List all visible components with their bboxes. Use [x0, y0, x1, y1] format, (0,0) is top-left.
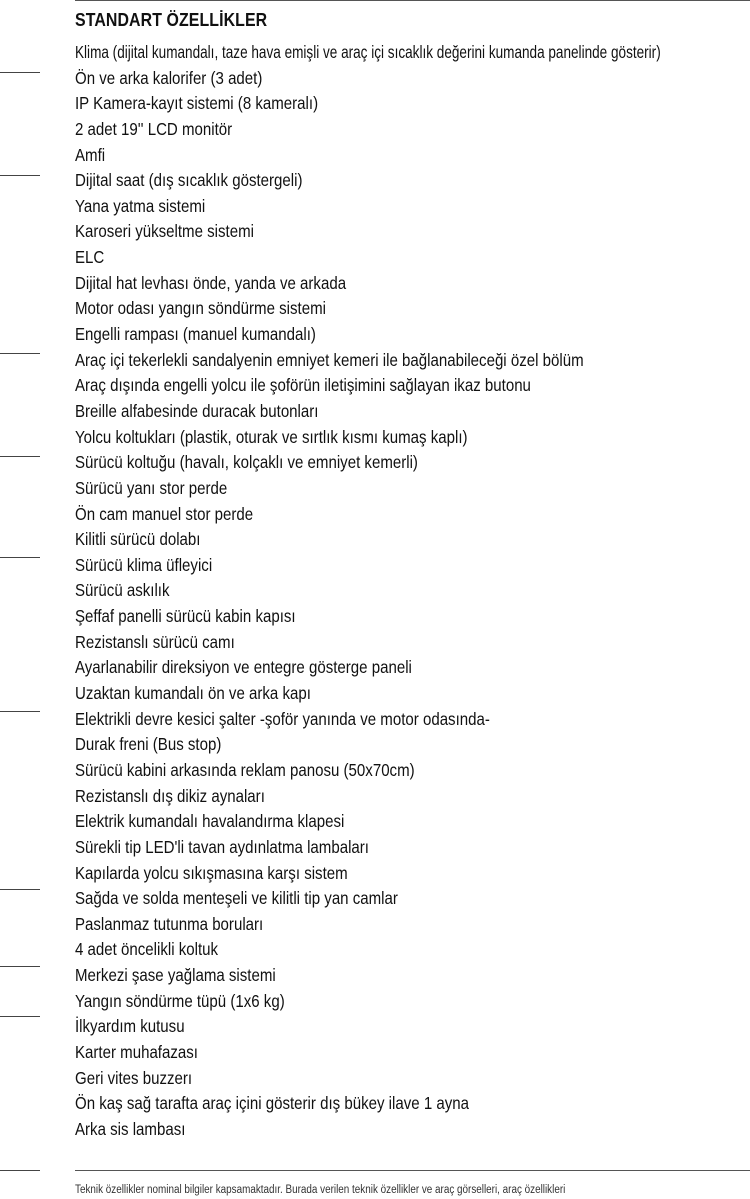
feature-item: IP Kamera-kayıt sistemi (8 kameralı): [75, 93, 319, 114]
top-rule: [75, 0, 750, 1]
feature-item: Sürücü yanı stor perde: [75, 477, 228, 498]
feature-item: Arka sis lambası: [75, 1118, 186, 1139]
feature-item: Rezistanslı dış dikiz aynaları: [75, 785, 265, 806]
feature-item: Sürekli tip LED'li tavan aydınlatma lambaları: [75, 836, 369, 857]
feature-item: Dijital saat (dış sıcaklık göstergeli): [75, 170, 303, 191]
feature-item: Merkezi şase yağlama sistemi: [75, 965, 276, 986]
feature-item: Yana yatma sistemi: [75, 195, 206, 216]
feature-item: Kilitli sürücü dolabı: [75, 529, 201, 550]
feature-item: Yolcu koltukları (plastik, oturak ve sırtlık kısmı kumaş kaplı): [75, 426, 468, 447]
feature-item: Sürücü koltuğu (havalı, kolçaklı ve emniyet kemerli): [75, 452, 418, 473]
bottom-rule: [75, 1170, 750, 1171]
feature-item: Dijital hat levhası önde, yanda ve arkada: [75, 272, 347, 293]
feature-item: 2 adet 19'' LCD monitör: [75, 118, 233, 139]
feature-item: Motor odası yangın söndürme sistemi: [75, 298, 326, 319]
margin-tick: [0, 456, 40, 457]
feature-item: Ayarlanabilir direksiyon ve entegre gösterge paneli: [75, 657, 412, 678]
feature-item: Karoseri yükseltme sistemi: [75, 221, 254, 242]
feature-item: Sürücü klima üfleyici: [75, 554, 213, 575]
feature-item: Ön kaş sağ tarafta araç içini gösterir dış bükey ilave 1 ayna: [75, 1093, 470, 1114]
margin-tick: [0, 1016, 40, 1017]
feature-item: 4 adet öncelikli koltuk: [75, 939, 219, 960]
margin-tick: [0, 889, 40, 890]
feature-item: Durak freni (Bus stop): [75, 734, 222, 755]
feature-item: ELC: [75, 247, 105, 268]
feature-item: Uzaktan kumandalı ön ve arka kapı: [75, 683, 311, 704]
feature-item: Elektrikli devre kesici şalter -şoför yanında ve motor odasında-: [75, 708, 490, 729]
feature-item: Amfi: [75, 144, 106, 165]
feature-item: Araç dışında engelli yolcu ile şoförün iletişimini sağlayan ikaz butonu: [75, 375, 531, 396]
feature-item: Ön cam manuel stor perde: [75, 503, 254, 524]
margin-tick: [0, 353, 40, 354]
feature-list: [75, 40, 750, 1143]
feature-item: Paslanmaz tutunma boruları: [75, 913, 264, 934]
footnote: Teknik özellikler nominal bilgiler kapsamaktadır. Burada verilen teknik özellikler ve araç görselleri, araç özellikleri: [75, 1184, 566, 1196]
margin-tick: [0, 175, 40, 176]
feature-item: Breille alfabesinde duracak butonları: [75, 400, 319, 421]
feature-item: Sağda ve solda menteşeli ve kilitli tip yan camlar: [75, 888, 398, 909]
margin-tick: [0, 711, 40, 712]
section-title: STANDART ÖZELLİKLER: [75, 9, 268, 30]
feature-item: Karter muhafazası: [75, 1041, 198, 1062]
margin-tick: [0, 966, 40, 967]
margin-tick: [0, 1170, 40, 1171]
margin-tick: [0, 72, 40, 73]
feature-item: Geri vites buzzerı: [75, 1067, 193, 1088]
feature-item: Kapılarda yolcu sıkışmasına karşı sistem: [75, 862, 348, 883]
feature-item: Ön ve arka kalorifer (3 adet): [75, 67, 263, 88]
feature-item: Rezistanslı sürücü camı: [75, 631, 235, 652]
feature-item: Yangın söndürme tüpü (1x6 kg): [75, 990, 285, 1011]
feature-item: Sürücü askılık: [75, 580, 170, 601]
feature-item: Sürücü kabini arkasında reklam panosu (50x70cm): [75, 759, 415, 780]
feature-item: Araç içi tekerlekli sandalyenin emniyet kemeri ile bağlanabileceği özel bölüm: [75, 349, 584, 370]
feature-item: İlkyardım kutusu: [75, 1016, 185, 1037]
feature-item: Elektrik kumandalı havalandırma klapesi: [75, 811, 345, 832]
feature-item: Klima (dijital kumandalı, taze hava emişli ve araç içi sıcaklık değerini kumanda panelinde gösterir): [75, 42, 661, 62]
margin-tick: [0, 557, 40, 558]
feature-item: Engelli rampası (manuel kumandalı): [75, 324, 316, 345]
feature-item: Şeffaf panelli sürücü kabin kapısı: [75, 606, 296, 627]
